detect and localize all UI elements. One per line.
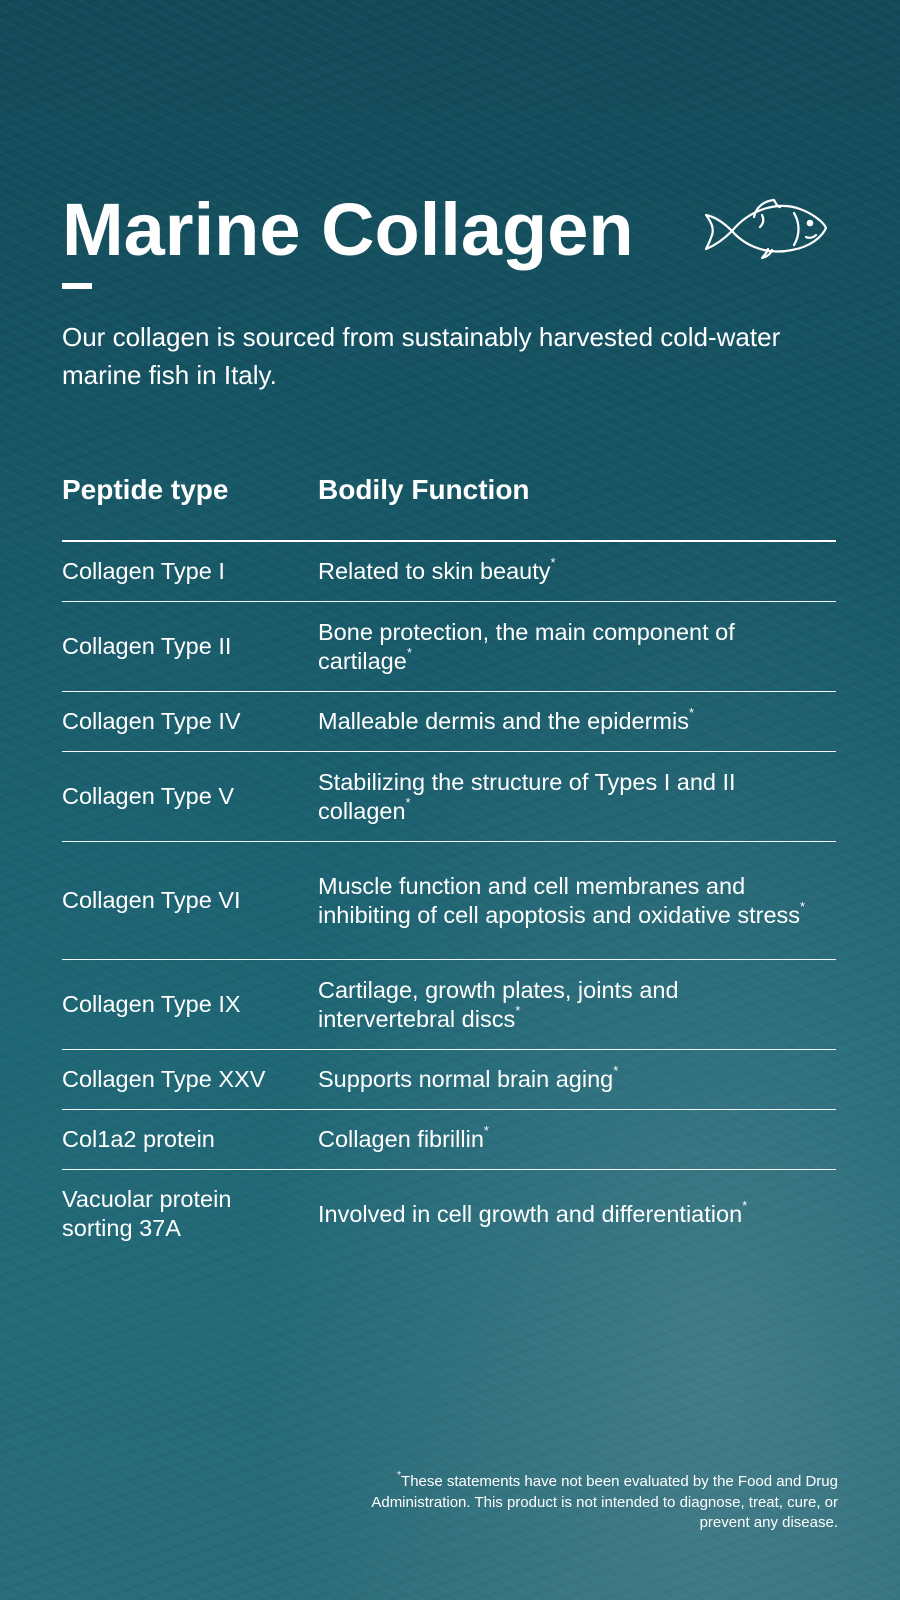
peptide-cell: Collagen Type II [62,633,232,659]
table-row [62,752,836,842]
table-row [62,1110,836,1170]
peptide-cell: Vacuolar protein sorting 37A [62,1186,232,1241]
peptide-cell: Collagen Type XXV [62,1066,266,1092]
footnote-marker: * [800,898,806,914]
peptide-cell: Collagen Type IV [62,708,241,734]
function-text: Related to skin beauty [318,558,551,584]
function-text: Stabilizing the structure of Types I and II collagen [318,768,736,824]
function-cell [318,618,818,676]
peptide-table [62,470,836,1258]
table-row [62,1050,836,1110]
footnote-marker: * [688,705,695,720]
function-cell [318,1065,818,1094]
footnote-marker: * [406,644,412,660]
title-row [62,185,842,275]
function-cell [318,707,818,736]
footnote-marker: * [515,1002,521,1018]
peptide-cell: Collagen Type V [62,783,235,809]
function-cell [318,1125,818,1154]
footnote-marker: * [397,1470,402,1481]
disclaimer [368,1472,838,1534]
fish-icon [702,195,828,261]
function-text: Supports normal brain aging [318,1066,614,1092]
peptide-cell: Collagen Type I [62,558,225,584]
function-cell [318,976,818,1034]
footnote-marker: * [483,1123,489,1138]
function-text: Involved in cell growth and differentiation [318,1200,743,1227]
table-row [62,692,836,752]
table-row [62,960,836,1050]
disclaimer-text: These statements have not been evaluated by the Food and Drug Administration. This product is not intended to diagnose, treat, cure, or prevent any disease. [371,1473,838,1531]
footnote-marker: * [613,1063,619,1078]
intro-text: Our collagen is sourced from sustainably harvested cold-water marine fish in Italy. [62,322,781,390]
header-bodily-function: Bodily Function [318,474,530,505]
footnote-marker: * [405,794,411,810]
title-underline [62,283,92,289]
function-text: Muscle function and cell membranes and inhibiting of cell apoptosis and oxidative stress [318,872,801,928]
table-row [62,542,836,602]
function-cell [318,872,818,930]
footnote-marker: * [742,1197,748,1213]
header-peptide-type: Peptide type [62,474,229,505]
function-text: Cartilage, growth plates, joints and intervertebral discs [318,976,679,1032]
table-row [62,602,836,692]
function-text: Malleable dermis and the epidermis [318,708,689,734]
peptide-cell: Collagen Type IX [62,991,241,1017]
page-title: Marine Collagen [62,188,634,271]
function-cell [318,1197,818,1229]
table-row [62,1170,836,1258]
peptide-cell: Col1a2 protein [62,1126,215,1152]
table-row [62,842,836,960]
table-header [62,470,836,542]
footnote-marker: * [550,555,556,570]
peptide-cell: Collagen Type VI [62,887,241,913]
function-text: Collagen fibrillin [318,1126,484,1152]
function-cell [318,557,818,586]
function-cell [318,768,818,826]
function-text: Bone protection, the main component of cartilage [318,618,735,674]
